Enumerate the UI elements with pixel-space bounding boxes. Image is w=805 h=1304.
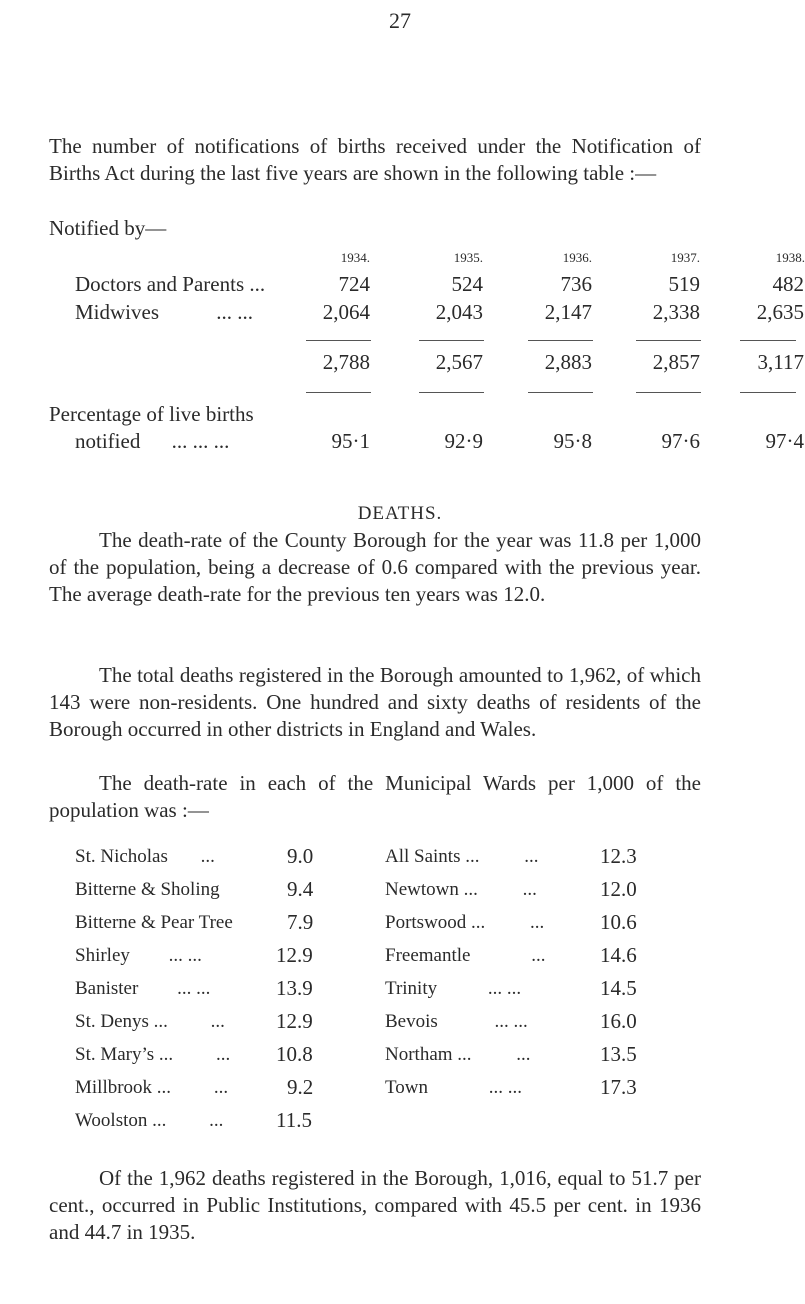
total-rule: [306, 392, 371, 393]
ward-rate: 7.9: [287, 910, 314, 934]
notified-by-label: Notified by—: [49, 216, 167, 240]
ward-rate: 14.5: [600, 976, 637, 1000]
midwives-1936: 2,147: [544, 300, 592, 324]
ward-rate: 10.8: [276, 1042, 313, 1066]
ward-name: St. Mary’s ... ...: [75, 1044, 231, 1065]
total-1938: 3,117: [757, 350, 804, 374]
ward-rate: 9.0: [287, 844, 314, 868]
midwives-1934: 2,064: [322, 300, 370, 324]
ward-rate: 13.5: [600, 1042, 637, 1066]
ward-rate: 12.9: [276, 943, 313, 967]
percentage-1936: 95·8: [553, 429, 592, 453]
ward-rate: 12.0: [600, 877, 637, 901]
death-rate-paragraph: The death-rate of the County Borough for the year was 11.8 per 1,000 of the population, being a decrease of 0.6 compared with the previous year. The average death-rate for the previous ten years was 12.0.: [49, 528, 701, 606]
ward-rate: 12.9: [276, 1009, 313, 1033]
ward-name: All Saints ... ...: [385, 846, 539, 867]
ward-rate: 10.6: [600, 910, 637, 934]
doctors-1934: 724: [338, 272, 370, 296]
leader-dots: ... ...: [216, 300, 253, 324]
ward-rate: 14.6: [600, 943, 637, 967]
ward-name: Newtown ... ...: [385, 879, 537, 900]
ward-name: Shirley ... ...: [75, 945, 202, 966]
leader-dots: ... ... ...: [171, 429, 230, 453]
doctors-1935: 524: [451, 272, 483, 296]
total-rule: [740, 392, 796, 393]
percentage-1934: 95·1: [331, 429, 370, 453]
ward-rate: 9.4: [287, 877, 314, 901]
total-1936: 2,883: [544, 350, 592, 374]
total-deaths-paragraph: The total deaths registered in the Borough amounted to 1,962, of which 143 were non-residents. One hundred and sixty deaths of residents of the Borough occurred in other districts in England and Wales.: [49, 663, 701, 741]
ward-name: Woolston ... ...: [75, 1110, 224, 1131]
ward-name: Town ... ...: [385, 1077, 523, 1098]
ward-name: Bevois ... ...: [385, 1011, 528, 1032]
ward-rate: 13.9: [276, 976, 313, 1000]
midwives-1937: 2,338: [652, 300, 700, 324]
ward-rate: 16.0: [600, 1009, 637, 1033]
row-label-text: Doctors and Parents: [75, 272, 245, 296]
midwives-1938: 2,635: [756, 300, 804, 324]
ward-name: Bitterne & Pear Tree: [75, 912, 233, 933]
doctors-1938: 482: [772, 272, 804, 296]
ward-name: Bitterne & Sholing: [75, 879, 220, 900]
ward-name: Portswood ... ...: [385, 912, 545, 933]
doctors-1937: 519: [668, 272, 700, 296]
ward-name: Northam ... ...: [385, 1044, 531, 1065]
ward-name: St. Denys ... ...: [75, 1011, 225, 1032]
total-1935: 2,567: [435, 350, 483, 374]
ward-name: Banister ... ...: [75, 978, 211, 999]
percentage-1935: 92·9: [444, 429, 483, 453]
sum-rule: [740, 340, 796, 341]
ward-name: Millbrook ... ...: [75, 1077, 229, 1098]
midwives-1935: 2,043: [435, 300, 483, 324]
percentage-label-line1: Percentage of live births: [49, 402, 254, 426]
sum-rule: [636, 340, 701, 341]
ward-rate: 17.3: [600, 1075, 637, 1099]
ward-name: St. Nicholas ...: [75, 846, 215, 867]
percentage-label-line2: [75, 429, 229, 454]
total-1937: 2,857: [652, 350, 700, 374]
row-label-text: Midwives: [75, 300, 159, 324]
year-header-1935: 1935.: [453, 250, 483, 265]
total-rule: [528, 392, 593, 393]
institutions-paragraph: Of the 1,962 deaths registered in the Borough, 1,016, equal to 51.7 per cent., occurred in Public Institutions, compared with 45.5 per cent. in 1936 and 44.7 in 1935.: [49, 1166, 701, 1244]
ward-name: Trinity ... ...: [385, 978, 522, 999]
leader-dots: ...: [249, 272, 266, 296]
ward-rate: 12.3: [600, 844, 637, 868]
ward-rate: 11.5: [276, 1108, 312, 1132]
percentage-1938: 97·4: [765, 429, 804, 453]
ward-rates-intro-paragraph: The death-rate in each of the Municipal Wards per 1,000 of the population was :—: [49, 771, 701, 822]
year-header-1934: 1934.: [340, 250, 370, 265]
total-1934: 2,788: [322, 350, 370, 374]
page-number: 27: [389, 8, 411, 33]
deaths-heading: DEATHS.: [357, 503, 443, 524]
row-label-midwives: [75, 300, 253, 325]
total-rule: [636, 392, 701, 393]
sum-rule: [306, 340, 371, 341]
year-header-1938: 1938.: [775, 250, 805, 265]
births-intro-paragraph: The number of notifications of births received under the Notification of Births Act during the last five years are shown in the following table :—: [49, 134, 701, 185]
year-header-1937: 1937.: [670, 250, 700, 265]
total-rule: [419, 392, 484, 393]
sum-rule: [528, 340, 593, 341]
row-label-doctors-parents: [75, 272, 265, 297]
ward-name: Freemantle ...: [385, 945, 546, 966]
sum-rule: [419, 340, 484, 341]
percentage-1937: 97·6: [661, 429, 700, 453]
ward-rate: 9.2: [287, 1075, 314, 1099]
percentage-label-text: notified: [75, 429, 141, 453]
doctors-1936: 736: [560, 272, 592, 296]
year-header-1936: 1936.: [562, 250, 592, 265]
